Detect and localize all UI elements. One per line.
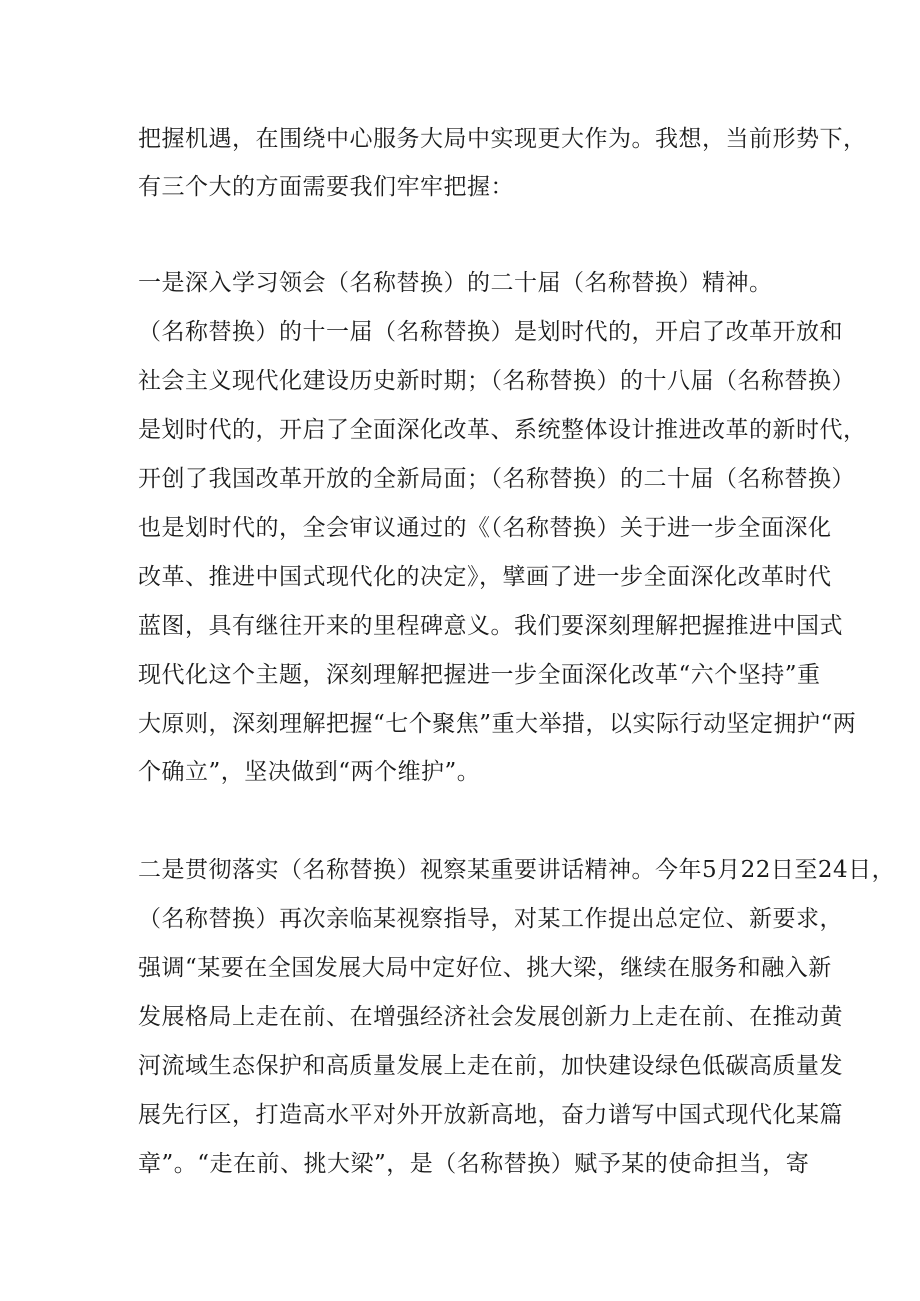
paragraph-2-line-9: 现代化这个主题，深刻理解把握进一步全面深化改革“六个坚持”重 [138,662,821,688]
paragraph-1-line-1: 把握机遇，在围绕中心服务大局中实现更大作为。我想，当前形势下， [138,126,867,152]
paragraph-3-line-7: 章”。“走在前、挑大梁”，是（名称替换）赋予某的使命担当，寄 [138,1151,810,1177]
paragraph-3-line-5: 河流域生态保护和高质量发展上走在前，加快建设绿色低碳高质量发 [138,1053,843,1079]
paragraph-1-line-2: 有三个大的方面需要我们牢牢把握： [138,174,514,200]
paragraph-3-line-3: 强调“某要在全国发展大局中定好位、挑大梁，继续在服务和融入新 [138,955,832,981]
paragraph-2-line-8: 蓝图，具有继往开来的里程碑意义。我们要深刻理解把握推进中国式 [138,613,843,639]
paragraph-2-line-5: 开创了我国改革开放的全新局面；（名称替换）的二十届（名称替换） [138,466,855,492]
paragraph-2-line-10: 大原则，深刻理解把握“七个聚焦”重大举措，以实际行动坚定拥护“两 [138,711,857,737]
paragraph-2-line-2: （名称替换）的十一届（名称替换）是划时代的，开启了改革开放和 [138,319,843,345]
paragraph-3-line-6: 展先行区，打造高水平对外开放新高地，奋力谱写中国式现代化某篇 [138,1102,843,1128]
paragraph-3-line-4: 发展格局上走在前、在增强经济社会发展创新力上走在前、在推动黄 [138,1004,843,1030]
paragraph-3-line-1: 二是贯彻落实（名称替换）视察某重要讲话精神。今年5月22日至24日， [138,857,896,883]
paragraph-2-line-6: 也是划时代的，全会审议通过的《（名称替换）关于进一步全面深化 [138,515,832,541]
paragraph-2-line-1: 一是深入学习领会（名称替换）的二十届（名称替换）精神。 [138,270,773,296]
paragraph-2-line-7: 改革、推进中国式现代化的决定》，擘画了进一步全面深化改革时代 [138,564,832,590]
paragraph-2-line-4: 是划时代的，开启了全面深化改革、系统整体设计推进改革的新时代， [138,417,867,443]
paragraph-2-line-3: 社会主义现代化建设历史新时期；（名称替换）的十八届（名称替换） [138,368,855,394]
paragraph-3-line-2: （名称替换）再次亲临某视察指导，对某工作提出总定位、新要求， [138,906,843,932]
paragraph-2-line-11: 个确立”，坚决做到“两个维护”。 [138,759,481,785]
